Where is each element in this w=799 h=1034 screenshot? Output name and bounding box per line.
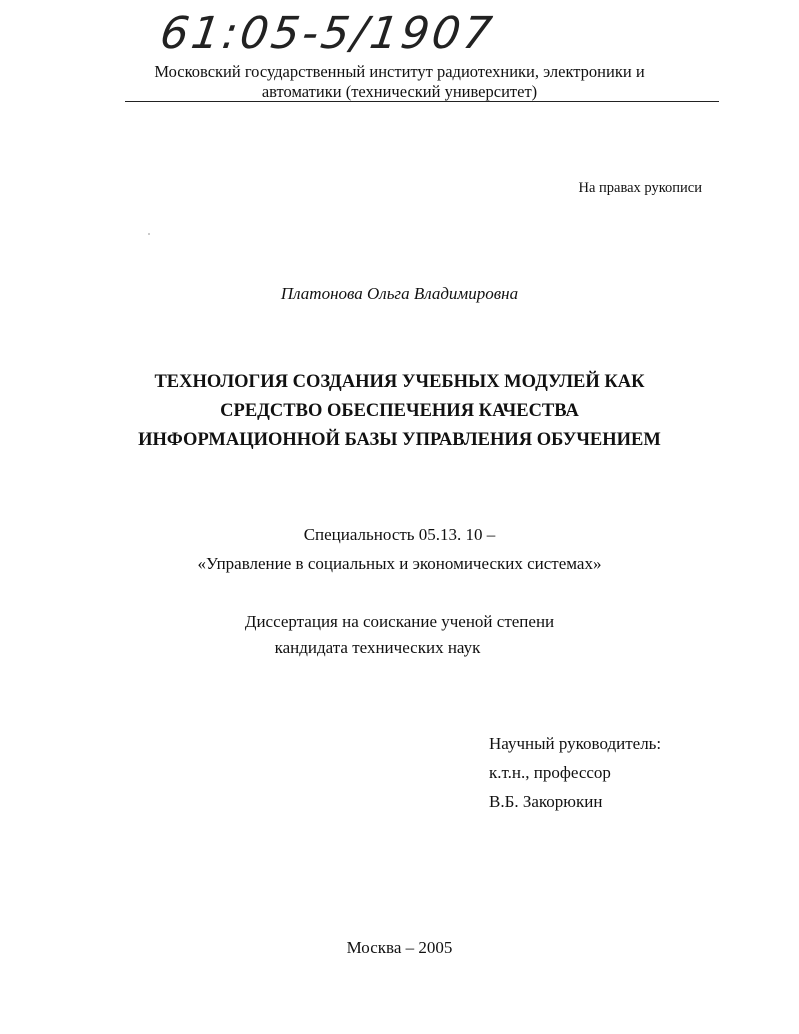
scan-speck <box>148 233 150 235</box>
supervisor-block <box>489 729 661 816</box>
institute-header <box>0 62 799 102</box>
supervisor-label: Научный руководитель: <box>489 734 662 753</box>
dissertation-title <box>0 368 799 455</box>
header-divider <box>125 101 719 102</box>
degree-block <box>0 609 799 661</box>
author-name: Платонова Ольга Владимировна <box>280 284 519 303</box>
institute-line-2: автоматики (технический университет) <box>261 82 538 101</box>
supervisor-degree: к.т.н., профессор <box>489 763 611 782</box>
title-line-1: ТЕХНОЛОГИЯ СОЗДАНИЯ УЧЕБНЫХ МОДУЛЕЙ КАК <box>154 372 645 392</box>
institute-line-1: Московский государственный институт радиотехники, электроники и <box>154 62 645 81</box>
title-line-3: ИНФОРМАЦИОННОЙ БАЗЫ УПРАВЛЕНИЯ ОБУЧЕНИЕМ <box>138 430 661 450</box>
degree-line-1: Диссертация на соискание ученой степени <box>244 612 555 631</box>
supervisor-name: В.Б. Закорюкин <box>489 792 603 811</box>
catalog-number-handwritten: 61:05-5/1907 <box>157 8 498 59</box>
city-year: Москва – 2005 <box>346 938 453 957</box>
specialty-block <box>0 520 799 578</box>
rights-note: На правах рукописи <box>578 180 702 196</box>
title-line-2: СРЕДСТВО ОБЕСПЕЧЕНИЯ КАЧЕСТВА <box>220 401 579 421</box>
specialty-code: Специальность 05.13. 10 – <box>303 525 496 544</box>
specialty-name: «Управление в социальных и экономических системах» <box>197 554 602 573</box>
degree-line-2: кандидата технических наук <box>274 638 481 657</box>
